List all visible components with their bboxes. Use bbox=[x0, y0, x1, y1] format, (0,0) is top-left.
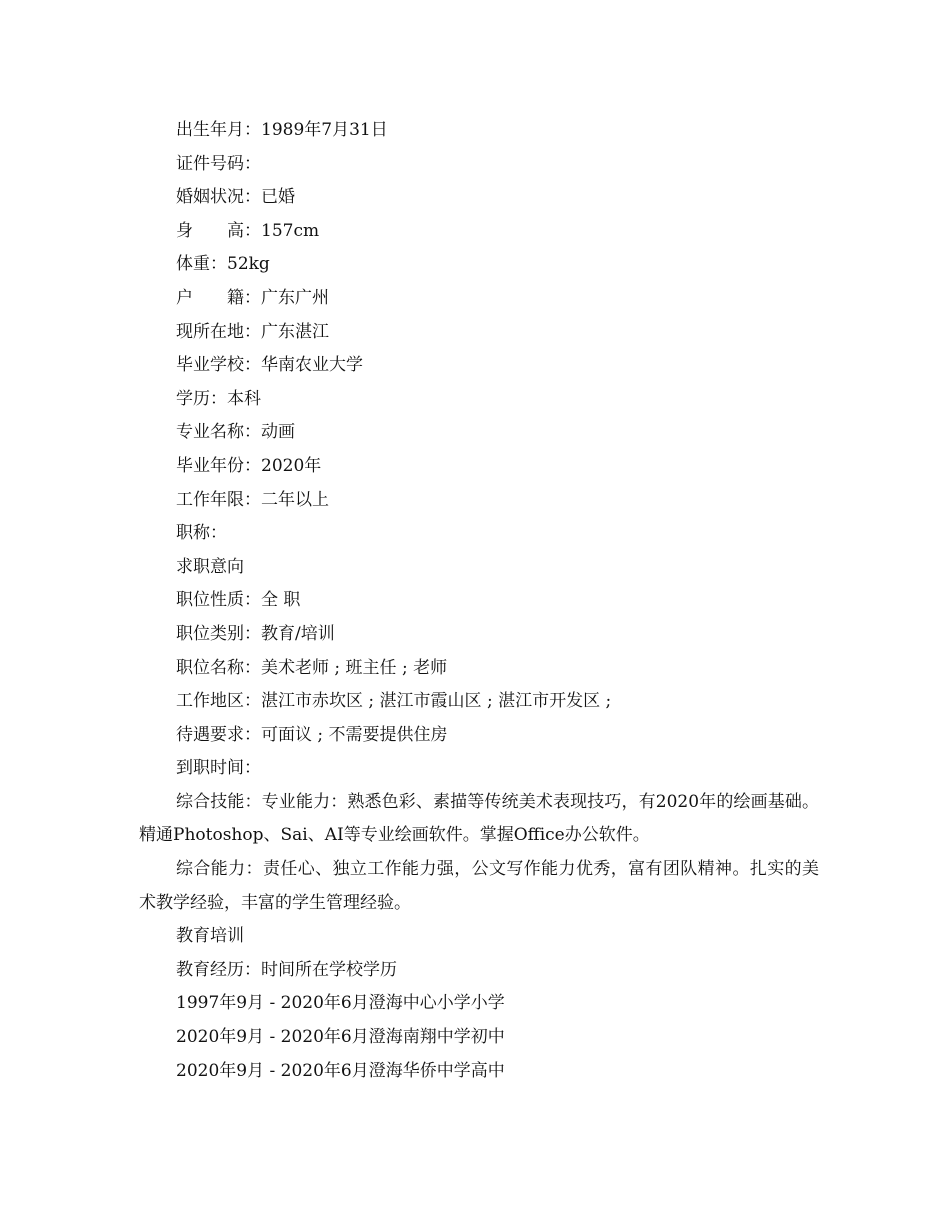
job-intention-heading: 求职意向 bbox=[176, 556, 244, 577]
education-row: 2020年9月 - 2020年6月澄海南翔中学初中 bbox=[176, 1027, 505, 1048]
education-level: 学历：本科 bbox=[176, 388, 261, 409]
professional-title: 职称： bbox=[176, 523, 227, 544]
education-row: 2020年9月 - 2020年6月澄海华侨中学高中 bbox=[176, 1060, 505, 1081]
marital-status: 婚姻状况：已婚 bbox=[176, 187, 295, 208]
education-heading: 教育培训 bbox=[176, 926, 244, 947]
education-row: 1997年9月 - 2020年6月澄海中心小学小学 bbox=[176, 993, 505, 1014]
abilities-paragraph: 综合能力：责任心、独立工作能力强，公文写作能力优秀，富有团队精神。扎实的美术教学经验，丰富的学生管理经验。 bbox=[139, 859, 819, 913]
salary-requirement: 待遇要求：可面议 ; 不需要提供住房 bbox=[176, 724, 448, 745]
height: 身 高：157cm bbox=[176, 220, 320, 241]
graduate-school: 毕业学校：华南农业大学 bbox=[176, 355, 363, 376]
work-area: 工作地区：湛江市赤坎区 ; 湛江市霞山区 ; 湛江市开发区 ; bbox=[176, 691, 612, 712]
resume-content bbox=[139, 114, 819, 1088]
id-number: 证件号码： bbox=[176, 153, 261, 174]
education-header-row: 教育经历：时间所在学校学历 bbox=[176, 959, 397, 980]
household-registration: 户 籍：广东广州 bbox=[176, 287, 329, 308]
current-location: 现所在地：广东湛江 bbox=[176, 321, 329, 342]
skills-paragraph: 综合技能：专业能力：熟悉色彩、素描等传统美术表现技巧，有2020年的绘画基础。精通Photoshop、Sai、AI等专业绘画软件。掌握Office办公软件。 bbox=[139, 791, 819, 846]
start-date: 到职时间： bbox=[176, 758, 261, 779]
birth-date: 出生年月：1989年7月31日 bbox=[176, 120, 388, 140]
job-title: 职位名称：美术老师 ; 班主任 ; 老师 bbox=[176, 657, 448, 678]
job-nature: 职位性质：全 职 bbox=[176, 590, 301, 611]
weight: 体重：52kg bbox=[176, 254, 270, 275]
major: 专业名称：动画 bbox=[176, 422, 295, 443]
job-category: 职位类别：教育/培训 bbox=[176, 623, 335, 644]
work-years: 工作年限：二年以上 bbox=[176, 489, 329, 510]
graduation-year: 毕业年份：2020年 bbox=[176, 455, 322, 476]
